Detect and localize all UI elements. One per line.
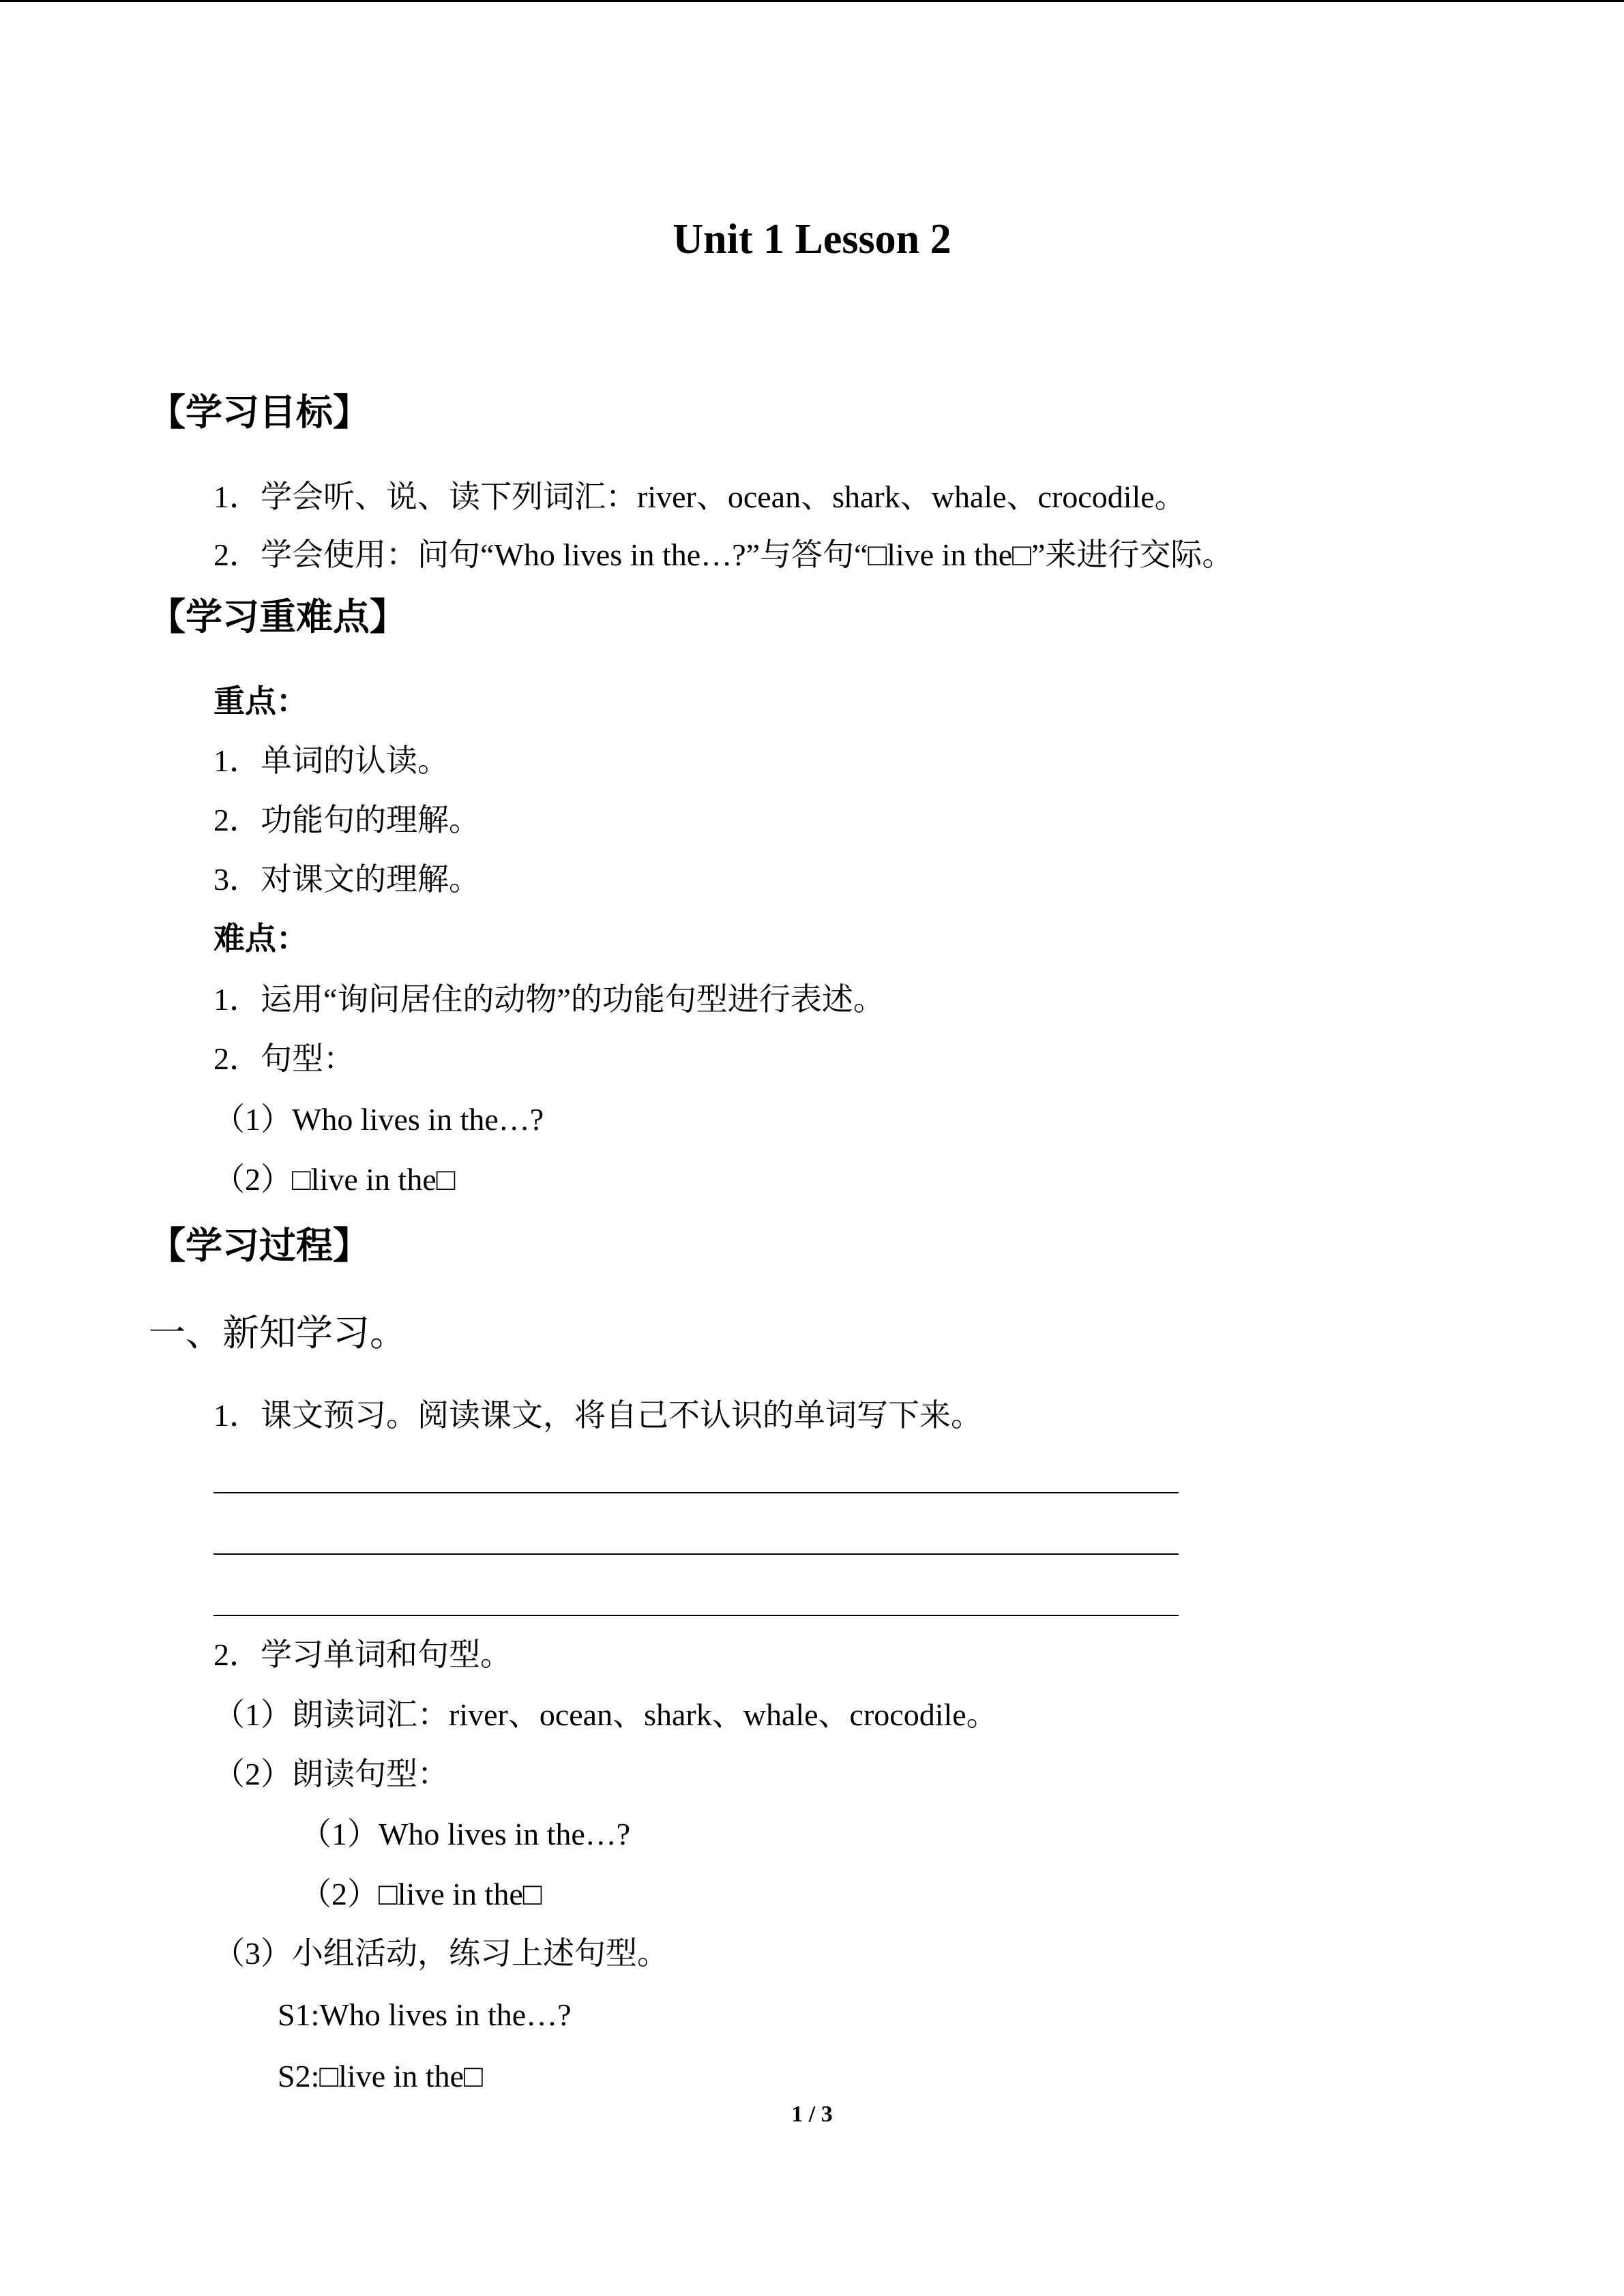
dialogue-s2: S2:□live in the□	[278, 2059, 483, 2093]
difficulty-item-2: 2．句型：	[213, 1041, 355, 1076]
focus-item-2: 2．功能句的理解。	[213, 803, 480, 837]
step2-item-2: （2）朗读句型：	[213, 1757, 449, 1791]
focus-label: 重点：	[213, 684, 308, 719]
difficulty-label: 难点：	[213, 921, 308, 956]
step2-item-3: （3）小组活动，练习上述句型。	[213, 1936, 668, 1971]
difficulty-item-1: 1．运用“询问居住的动物”的功能句型进行表述。	[213, 982, 885, 1017]
difficulty-pattern-1: （1）Who lives in the…?	[213, 1102, 544, 1137]
dialogue-s1: S1:Who lives in the…?	[278, 1997, 572, 2032]
part1-title: 一、新知学习。	[149, 1313, 407, 1354]
process-heading: 【学习过程】	[149, 1225, 370, 1266]
step2-pattern-2: （2）□live in the□	[300, 1877, 542, 1911]
page-number: 1 / 3	[791, 2102, 833, 2127]
focus-item-1: 1．单词的认读。	[213, 743, 449, 778]
step2-item-1: （1）朗读词汇：river、ocean、shark、whale、crocodile。	[213, 1697, 998, 1732]
answer-line-2	[213, 1553, 1179, 1555]
goal-item-2: 2．学会使用：问句“Who lives in the…?”与答句“□live in the□”来进行交际。	[213, 537, 1234, 572]
goal-item-1: 1．学会听、说、读下列词汇：river、ocean、shark、whale、crocodile。	[213, 479, 1186, 514]
answer-line-1	[213, 1492, 1179, 1493]
goals-heading: 【学习目标】	[149, 392, 370, 433]
top-border	[0, 0, 1624, 2]
focus-item-3: 3．对课文的理解。	[213, 862, 480, 897]
step1-text: 1．课文预习。阅读课文，将自己不认识的单词写下来。	[213, 1398, 982, 1433]
key-points-heading: 【学习重难点】	[149, 597, 407, 638]
step2-pattern-1: （1）Who lives in the…?	[300, 1817, 631, 1851]
difficulty-pattern-2: （2）□live in the□	[213, 1162, 456, 1197]
step2-text: 2．学习单词和句型。	[213, 1637, 512, 1672]
answer-line-3	[213, 1615, 1179, 1616]
page-title: Unit 1 Lesson 2	[673, 216, 951, 263]
